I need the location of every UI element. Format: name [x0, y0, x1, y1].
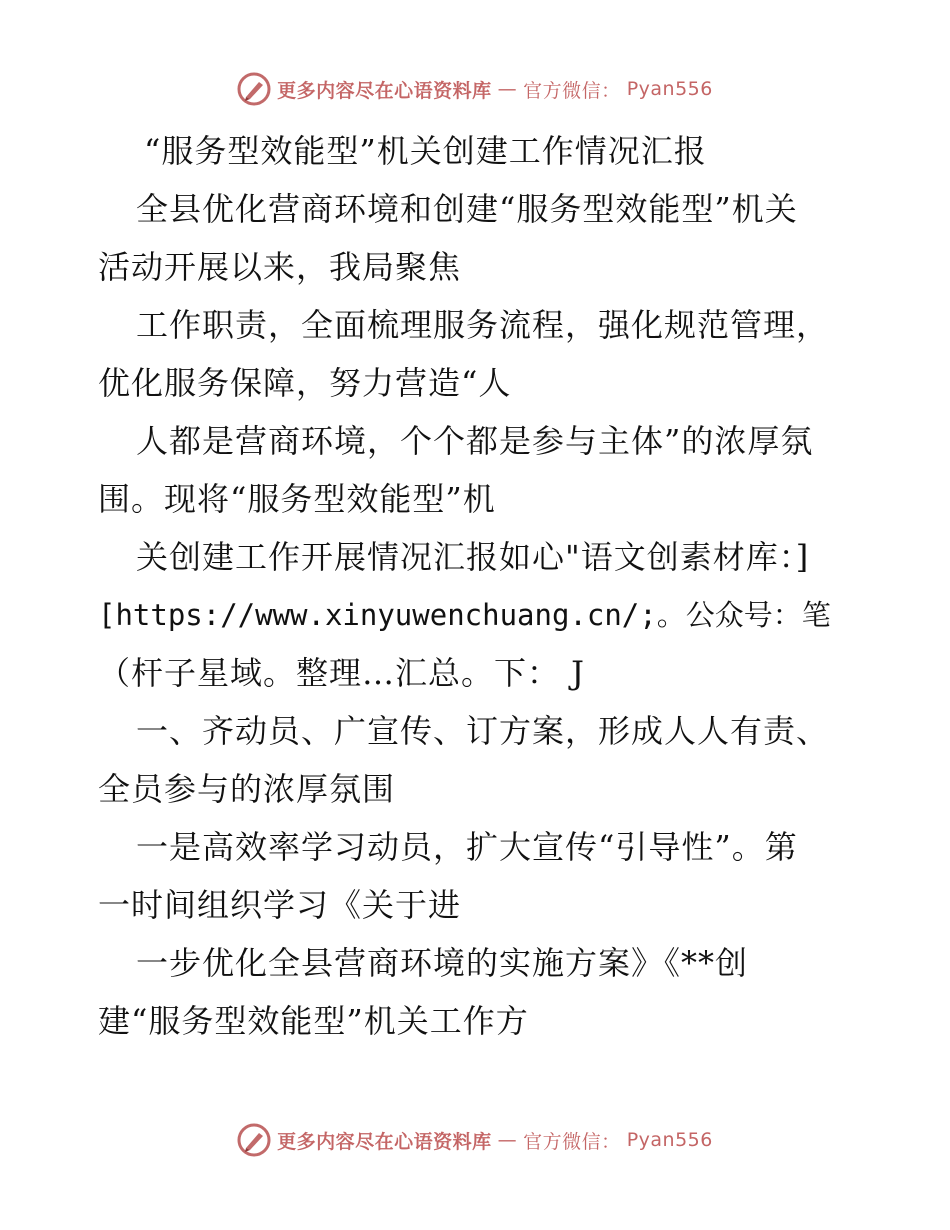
watermark-separator: — [497, 1129, 518, 1151]
watermark-brand: 更多内容尽在心语资料库 [277, 79, 492, 102]
watermark-separator: — [497, 78, 518, 100]
header-watermark [0, 72, 950, 106]
section-heading-line: 一、齐动员、广宣传、订方案，形成人人有责、 [136, 712, 830, 750]
watermark-wechat-id: Pyan556 [626, 78, 713, 100]
paragraph-line: 人都是营商环境，个个都是参与主体”的浓厚氛 [136, 422, 814, 460]
paragraph-line: 建“服务型效能型”机关工作方 [98, 1002, 529, 1040]
watermark-wechat-label: 官方微信： [523, 79, 621, 102]
section-heading-line: 全员参与的浓厚氛围 [98, 770, 396, 808]
pen-logo-icon [237, 72, 271, 106]
paragraph-line-url: [https://www.xinyuwenchuang.cn/;。公众号：笔 [98, 598, 831, 632]
watermark-brand: 更多内容尽在心语资料库 [277, 1130, 492, 1153]
watermark-wechat-id: Pyan556 [626, 1129, 713, 1151]
paragraph-line: 活动开展以来，我局聚焦 [98, 248, 462, 286]
document-body [98, 122, 858, 1050]
paragraph-line: 工作职责，全面梳理服务流程，强化规范管理， [136, 306, 830, 344]
paragraph-line: 优化服务保障，努力营造“人 [98, 364, 512, 402]
paragraph-line: 一步优化全县营商环境的实施方案》《**创 [136, 944, 749, 982]
paragraph-line: 关创建工作开展情况汇报如心"语文创素材库：] [136, 538, 810, 576]
paragraph-line: 一是高效率学习动员，扩大宣传“引导性”。第 [136, 828, 798, 866]
paragraph-line: （杆子星域。整理…汇总。下： J [98, 654, 586, 692]
paragraph-line: 一时间组织学习《关于进 [98, 886, 462, 924]
paragraph-line: 围。现将“服务型效能型”机 [98, 480, 496, 518]
paragraph-line: 全县优化营商环境和创建“服务型效能型”机关 [136, 190, 798, 228]
document-title: “服务型效能型”机关创建工作情况汇报 [144, 132, 707, 170]
pen-logo-icon [237, 1123, 271, 1157]
watermark-wechat-label: 官方微信： [523, 1130, 621, 1153]
footer-watermark [0, 1123, 950, 1157]
